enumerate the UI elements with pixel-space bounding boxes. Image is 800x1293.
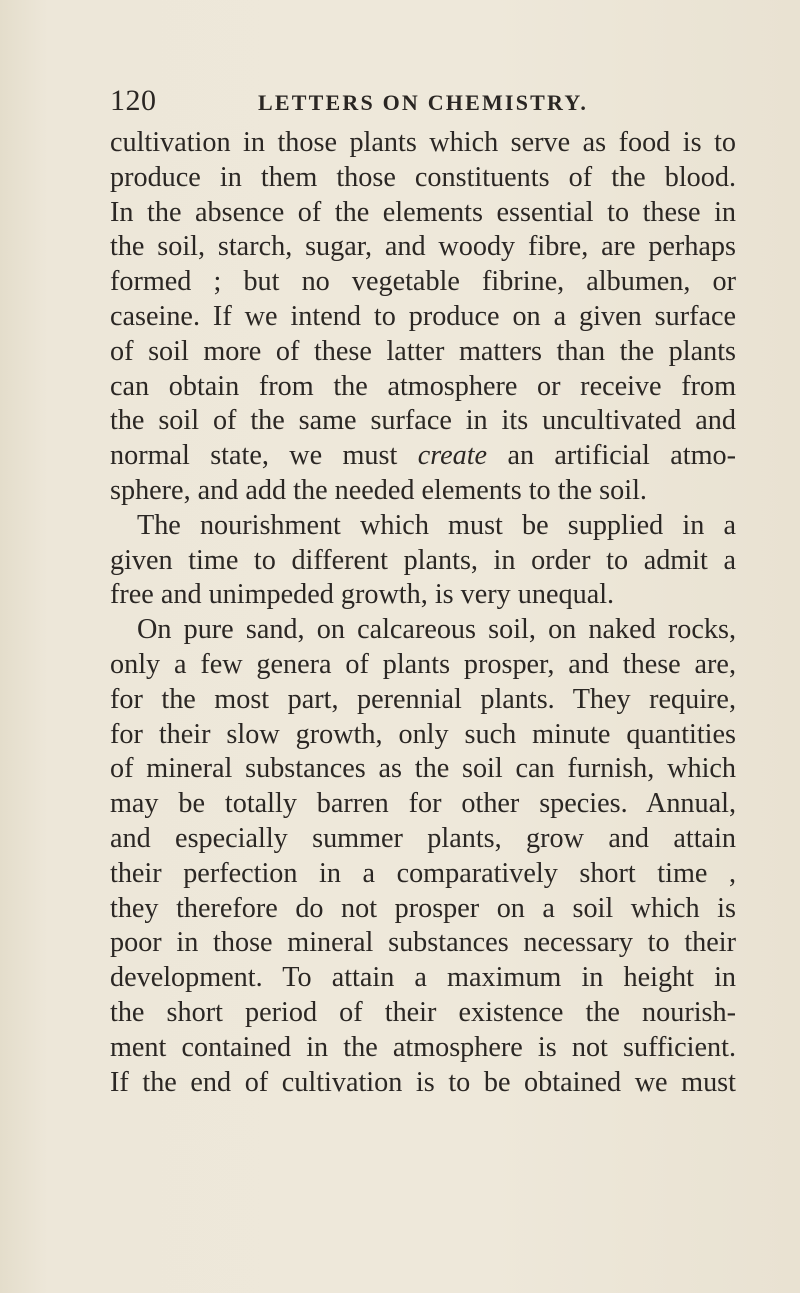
text-line: given time to different plants, in order to admit a (110, 544, 736, 576)
body-text (110, 126, 736, 1100)
text-line: ment contained in the atmosphere is not sufficient. (110, 1031, 736, 1063)
text-line: sphere, and add the needed elements to the soil. (110, 474, 647, 506)
text-line: free and unimpeded growth, is very unequal. (110, 579, 615, 611)
italic-word: create (417, 440, 488, 472)
text-line: and especially summer plants, grow and attain (110, 822, 736, 854)
text-segment: an artificial atmo- (487, 440, 736, 472)
text-line: development. To attain a maximum in height in (110, 962, 736, 994)
text-line: may be totally barren for other species. Annual, (110, 788, 736, 820)
text-line: the soil, starch, sugar, and woody fibre, are perhaps (110, 231, 736, 263)
text-line: On pure sand, on calcareous soil, on naked rocks, (137, 614, 736, 646)
text-line: In the absence of the elements essential to these in (110, 196, 736, 228)
text-line: the soil of the same surface in its uncultivated and (110, 405, 736, 437)
text-line: caseine. If we intend to produce on a given surface (110, 300, 736, 332)
running-head: LETTERS ON CHEMISTRY. (258, 90, 589, 115)
text-line: of soil more of these latter matters than the plants (110, 335, 736, 367)
text-line-with-italic (110, 439, 736, 474)
text-line: poor in those mineral substances necessary to their (110, 927, 736, 959)
text-line: cultivation in those plants which serve as food is to (110, 127, 736, 158)
text-line: they therefore do not prosper on a soil which is (110, 892, 736, 924)
text-segment: normal state, we must (110, 440, 418, 472)
text-line: The nourishment which must be supplied in a (137, 509, 736, 541)
text-line: for their slow growth, only such minute quantities (110, 718, 736, 750)
text-line: can obtain from the atmosphere or receive from (110, 370, 736, 402)
text-line: their perfection in a comparatively short time , (110, 857, 736, 889)
text-line: formed ; but no vegetable fibrine, albumen, or (110, 266, 736, 298)
text-line: of mineral substances as the soil can furnish, which (110, 753, 736, 785)
page-header (110, 84, 670, 124)
text-line: for the most part, perennial plants. They require, (110, 683, 736, 715)
text-line: produce in them those constituents of the blood. (110, 161, 736, 193)
page-number: 120 (110, 84, 157, 117)
text-line: If the end of cultivation is to be obtained we must (110, 1066, 736, 1098)
text-line: the short period of their existence the nourish- (110, 996, 736, 1028)
text-line: only a few genera of plants prosper, and these are, (110, 648, 736, 680)
